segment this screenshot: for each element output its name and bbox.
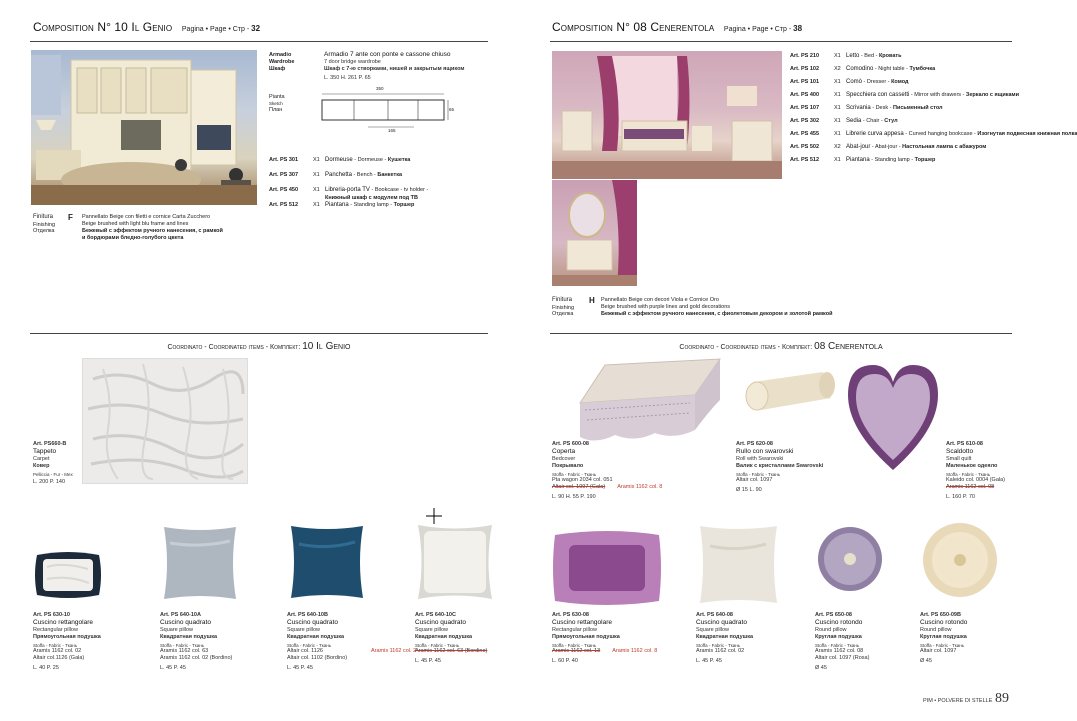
right-page-label: Pagina • Page • Стр - (723, 26, 794, 33)
right-mid-rule (550, 333, 1012, 334)
item-name-it: Librerie curva appesa (846, 131, 904, 137)
left-title: Composition N° 10 Il Genio (33, 20, 173, 34)
pillow-rect-08-photo (551, 527, 663, 609)
item-row (790, 118, 898, 126)
product-tile (920, 612, 967, 665)
fabric-line-1: Altair col. 1097 (920, 648, 957, 655)
item-name-ru: Банкетка (377, 172, 402, 178)
item-desc: Sedia - Chair - Стул (846, 118, 898, 124)
fabric-header: Stoffa - Fabric - Ткань (552, 642, 597, 648)
item-name-ru: Кушетка (387, 157, 411, 163)
item-row (269, 172, 402, 180)
product-name-it: Scaldotto (946, 447, 974, 455)
fabric-header: Stoffa - Fabric - Ткань (415, 642, 460, 648)
item-name-it: Comò (846, 79, 863, 85)
product-name-it: Coperta (552, 447, 576, 455)
pillow-square-10a-photo (160, 523, 240, 603)
product-code: Art. PS 650-08 (815, 612, 852, 618)
product-name-en: Square pillow (160, 627, 194, 633)
item-name-en: Standing lamp (353, 202, 389, 208)
left-finish-labels: Finitura Finishing Отделка (33, 214, 56, 235)
product-dims: L. 90 H. 55 P. 190 (552, 494, 596, 501)
fabric-line-1: Pta wagon 2034 col. 051 (552, 477, 613, 484)
item-name-ru: Тумбочка (909, 66, 936, 72)
product-name-en: Square pillow (415, 627, 449, 633)
product-name-it: Cuscino rettangolare (33, 618, 93, 626)
fabric-correction: Aramis 1162 col. 8 (617, 484, 663, 491)
product-dims: L. 45 P. 45 (415, 658, 441, 665)
item-name-it: Scrivania (846, 105, 871, 111)
cenerentola-vanity-photo (552, 180, 637, 286)
carpet-info: Art. PS660-B Tappeto Carpet Ковер Pelliccia - Fur - Мех L. 200 P. 140 (33, 441, 73, 486)
plan-dim-inner: 165 (388, 128, 396, 133)
fabric-header: Stoffa - Fabric - Ткань (696, 642, 741, 648)
fabric-correction: Aramis 1162 col. 2 (371, 648, 417, 655)
small-quilt-photo (843, 360, 943, 475)
product-name-ru: Прямоугольная подушка (552, 633, 620, 640)
item-name-it: Dormeuse (325, 157, 353, 163)
footer-brand: PIM • POLVERE DI STELLE (923, 698, 993, 704)
left-coord-title: Coordinato - Coordinated items - Комплект: 10 Il Genio (167, 341, 351, 352)
product-name-ru: Круглая подушка (815, 633, 862, 640)
product-tile (160, 612, 232, 672)
fabric-line-1: Kaleido col. 0004 (Gala) (946, 477, 1006, 484)
item-qty: X1 (834, 79, 841, 85)
product-name-ru: Круглая подушка (920, 633, 967, 640)
il-genio-room-photo (31, 50, 257, 205)
left-page-ref: 32 (251, 24, 261, 33)
item-code: Art. PS 512 (790, 157, 820, 163)
cenerentola-room-photo (552, 51, 782, 179)
item-name-ru: Изогнутая подвесная книжная полка (977, 131, 1077, 137)
left-finish-desc: Pannellato Beige con filetti e cornice Carta Zucchero Beige brushed with light blu frame and lines Бежевый с эффектом ручного нанесения, с рамкой и бордюрами бледно-голубого цвета (82, 214, 223, 241)
item-name-ru: Книжный шкаф с модулем под ТВ (325, 194, 419, 201)
item-name-ru: Кровать (878, 53, 902, 59)
item-name-en: Desk (875, 105, 889, 111)
item-name-it: Comodino (846, 66, 874, 72)
item-code: Art. PS 450 (269, 187, 299, 193)
pillow-square-08-photo (696, 522, 781, 607)
item-row (790, 157, 935, 165)
product-code: Art. PS 650-09B (920, 612, 961, 618)
pillow-square-10c-photo (415, 522, 495, 602)
item-name-en: Dormeuse (357, 157, 383, 163)
right-finish-desc: Pannellato Beige con decori Viola e Cornice Oro Beige brushed with purple lines and gold decorations Бежевый с эффектом ручного нанесения, с фиолетовым декором и золотой рамкой (601, 297, 833, 317)
item-desc: Abat-jour - Abat-jour - Настольная лампа с абажуром (846, 144, 987, 150)
fabric-line-2: Aramis 1162 col. 02 (Bordino) (160, 655, 233, 662)
item-code: Art. PS 210 (790, 53, 820, 59)
fabric-line-1: Aramis 1162 col. 13 Aramis 1162 col. 8 (552, 648, 658, 655)
item-desc: Libreria-porta TV - Bookcase - tv holder - Книжный шкаф с модулем под ТВ (325, 187, 429, 201)
item-desc: Dormeuse - Dormeuse - Кушетка (325, 157, 411, 163)
wardrobe-labels: Armadio Wardrobe Шкаф (269, 52, 295, 72)
product-tile (552, 441, 662, 501)
right-page-ref: 38 (793, 24, 803, 33)
right-header-rule (550, 41, 1012, 42)
fabric-header: Stoffa - Fabric - Ткань (33, 642, 78, 648)
product-name-ru: Квадратная подушка (696, 633, 754, 640)
product-name-ru: Квадратная подушка (287, 633, 345, 640)
item-row (790, 144, 986, 152)
footer-page-number: 89 (995, 691, 1009, 706)
crosshair-icon (426, 508, 442, 524)
product-tile (736, 441, 823, 494)
product-name-ru: Покрывало (552, 462, 584, 469)
item-desc: Comò - Dresser - Комод (846, 79, 909, 85)
item-qty: X1 (834, 92, 841, 98)
product-code: Art. PS 620-08 (736, 441, 773, 447)
item-code: Art. PS 502 (790, 144, 820, 150)
product-name-ru: Квадратная подушка (415, 633, 473, 640)
right-finish-code: H (589, 296, 595, 305)
plan-dim-depth: 65 (449, 107, 455, 112)
item-row (269, 202, 414, 210)
item-desc: Comodino - Night table - Тумбочка (846, 66, 936, 72)
product-name-ru: Маленькое одеяло (946, 462, 998, 469)
item-name-en: Curved hanging bookcase (908, 131, 973, 137)
fabric-line-2: Aramis 1162 col. 08 (946, 484, 995, 491)
item-desc: Letto - Bed - Кровать (846, 53, 902, 59)
product-name-ru: Валик с кристаллами Swarovski (736, 462, 824, 469)
product-tile (371, 612, 488, 665)
item-name-en: Bookcase - tv holder (374, 187, 425, 193)
product-name-en: Rectangular pillow (552, 627, 597, 633)
product-code: Art. PS 640-08 (696, 612, 733, 618)
pillow-round-08-photo (815, 524, 885, 594)
item-name-ru: Зеркало с ящиками (965, 92, 1019, 98)
product-dims: L. 60 P. 40 (552, 658, 578, 665)
item-name-it: Libreria-porta TV (325, 187, 370, 193)
product-name-ru: Прямоугольная подушка (33, 633, 101, 640)
product-code: Art. PS 640-10A (160, 612, 201, 618)
product-name-ru: Квадратная подушка (160, 633, 218, 640)
fabric-header: Stoffa - Fabric - Ткань (946, 471, 991, 477)
pillow-rect-10-photo (33, 547, 103, 602)
item-qty: X1 (834, 53, 841, 59)
item-code: Art. PS 107 (790, 105, 820, 111)
item-name-it: Piantana (325, 202, 349, 208)
item-qty: X1 (313, 202, 320, 208)
item-name-ru: Торшер (914, 157, 936, 163)
item-qty: X1 (313, 172, 320, 178)
product-dims: Ø 15 L. 90 (736, 487, 762, 494)
item-code: Art. PS 307 (269, 172, 299, 178)
item-row (790, 105, 943, 113)
product-code: Art. PS 610-08 (946, 441, 983, 447)
item-qty: X1 (834, 105, 841, 111)
product-name-en: Rectangular pillow (33, 627, 78, 633)
item-name-ru: Настольная лампа с абажуром (902, 144, 987, 150)
product-code: Art. PS 630-08 (552, 612, 589, 618)
product-name-it: Cuscino quadrato (696, 618, 747, 626)
fabric-line-1: Aramis 1162 col. 63 (160, 648, 209, 655)
item-code: Art. PS 102 (790, 66, 820, 72)
item-desc: Librerie curva appesa - Curved hanging bookcase - Изогнутая подвесная книжная полка (846, 131, 1077, 137)
product-name-en: Square pillow (287, 627, 321, 633)
left-mid-rule (30, 333, 488, 334)
item-code: Art. PS 512 (269, 202, 299, 208)
left-page-label: Pagina • Page • Стр - (181, 26, 252, 33)
fabric-header: Stoffa - Fabric - Ткань (815, 642, 860, 648)
product-code: Art. PS 640-10C (415, 612, 456, 618)
item-row (790, 92, 1019, 100)
fabric-header: Stoffa - Fabric - Ткань (160, 642, 205, 648)
product-dims: L. 40 P. 25 (33, 665, 59, 672)
wardrobe-description: Armadio 7 ante con ponte e cassone chiuso 7 door bridge wardrobe Шкаф с 7-ю створками, нишей и закрытым ящиком L. 350 H. 261 P. 65 (324, 51, 465, 81)
item-row (790, 79, 908, 87)
item-name-en: Standing lamp (874, 157, 910, 163)
item-qty: X1 (834, 131, 841, 137)
item-name-en: Abat-jour (874, 144, 898, 150)
item-desc: Scrivania - Desk - Письменный стол (846, 105, 943, 111)
wardrobe-plan-sketch (318, 86, 458, 135)
fabric-header: Stoffa - Fabric - Ткань (287, 642, 332, 648)
item-code: Art. PS 400 (790, 92, 820, 98)
item-desc: Piantana - Standing lamp - Торшер (325, 202, 415, 208)
fabric-line-2: Altair col. 1097 (Rosa) (815, 655, 870, 662)
product-dims: L. 45 P. 45 (160, 665, 186, 672)
fabric-line-2: Altair col. 1097 (Gala) Aramis 1162 col. 8 (552, 484, 663, 491)
pillow-round-09b-photo (920, 520, 1000, 600)
item-code: Art. PS 455 (790, 131, 820, 137)
item-name-ru: Стул (884, 118, 898, 124)
product-tile (287, 612, 347, 672)
product-tile (33, 612, 101, 672)
product-dims: L. 45 P. 45 (287, 665, 313, 672)
item-qty: X1 (313, 157, 320, 163)
item-code: Art. PS 101 (790, 79, 820, 85)
item-name-en: Dresser (866, 79, 887, 85)
product-name-it: Cuscino quadrato (287, 618, 338, 626)
item-name-en: Night table (878, 66, 905, 72)
item-desc: Specchiera con cassetti - Mirror with drawers - Зеркало с ящиками (846, 92, 1019, 98)
product-dims: Ø 45 (815, 665, 827, 672)
item-qty: X2 (834, 144, 841, 150)
fabric-correction: Aramis 1162 col. 8 (612, 648, 658, 655)
plan-labels: Pianta Sketch План (269, 94, 285, 113)
fabric-line-1: Aramis 1162 col. 08 (815, 648, 864, 655)
product-name-it: Cuscino rettangolare (552, 618, 612, 626)
item-name-it: Sedia (846, 118, 862, 124)
item-name-ru: Торшер (393, 202, 415, 208)
item-row (790, 53, 901, 61)
fabric-line-1: Altair col. 1097 (736, 477, 773, 484)
fabric-line-1: Aramis 1162 col. 02 (33, 648, 82, 655)
item-name-it: Specchiera con cassetti (846, 92, 910, 98)
product-dims: Ø 45 (920, 658, 932, 665)
item-qty: X1 (313, 187, 320, 193)
item-name-en: Mirror with drawers (914, 92, 962, 98)
right-finish-labels: Finitura Finishing Отделка (552, 297, 575, 318)
product-code: Art. PS 600-08 (552, 441, 589, 447)
item-desc: Piantana - Standing lamp - Торшер (846, 157, 936, 163)
product-code: Art. PS 630-10 (33, 612, 70, 618)
product-name-it: Rullo con swarovski (736, 447, 794, 455)
product-name-it: Cuscino rotondo (920, 618, 968, 626)
fabric-line-1: Altair col. 1126 (287, 648, 323, 655)
left-header (33, 20, 488, 35)
product-tile (696, 612, 753, 665)
product-name-it: Cuscino quadrato (160, 618, 211, 626)
carpet-photo (82, 358, 248, 484)
fabric-header: Stoffa - Fabric - Ткань (552, 471, 597, 477)
product-name-en: Square pillow (696, 627, 730, 633)
product-name-en: Round pillow (815, 627, 847, 633)
item-name-ru: Письменный стол (893, 105, 943, 111)
product-tile (552, 612, 657, 665)
item-row (790, 66, 935, 74)
roll-pillow-photo (735, 368, 835, 428)
fabric-header: Stoffa - Fabric - Ткань (920, 642, 965, 648)
right-title: Composition N° 08 Cenerentola (552, 20, 715, 34)
product-dims: L. 160 P. 70 (946, 494, 975, 501)
item-qty: X2 (834, 66, 841, 72)
item-row (790, 131, 1077, 139)
item-qty: X1 (834, 118, 841, 124)
product-name-en: Small quilt (946, 456, 972, 462)
fabric-line-2: Altair col. 1102 (Bordino) (287, 655, 348, 662)
pillow-square-10b-photo (287, 522, 367, 602)
product-name-en: Round pillow (920, 627, 952, 633)
plan-dim-width: 350 (376, 86, 384, 91)
item-qty: X1 (834, 157, 841, 163)
item-name-it: Letto (846, 53, 860, 59)
item-desc: Panchetta - Bench - Банкетка (325, 172, 402, 178)
product-tile (946, 441, 1005, 501)
item-name-it: Abat-jour (846, 144, 871, 150)
fabric-line-1: Aramis 1162 col. 02 (696, 648, 745, 655)
item-name-en: Bench (356, 172, 373, 178)
product-tile (815, 612, 869, 672)
item-name-it: Piantana (846, 157, 870, 163)
right-coord-title: Coordinato - Coordinated items - Комплект: 08 Cenerentola (679, 341, 883, 352)
right-header (552, 20, 1007, 35)
item-name-ru: Комод (891, 79, 909, 85)
fabric-line-2: Aramis 1162 col. 2 Aramis 1162 col. 63 (Bordino) (371, 648, 488, 655)
item-name-en: Chair (866, 118, 880, 124)
product-name-en: Bedcover (552, 456, 576, 462)
fabric-line-2: Altair col.1126 (Gala) (33, 655, 85, 662)
product-name-it: Cuscino rotondo (815, 618, 863, 626)
item-row (269, 157, 410, 165)
product-name-it: Cuscino quadrato (415, 618, 466, 626)
fabric-header: Stoffa - Fabric - Ткань (736, 471, 781, 477)
item-row (269, 187, 428, 201)
item-name-en: Bed (864, 53, 875, 59)
left-header-rule (30, 41, 488, 42)
product-code: Art. PS 640-10B (287, 612, 328, 618)
item-code: Art. PS 302 (790, 118, 820, 124)
product-name-en: Roll with Swarovski (736, 456, 784, 462)
left-finish-code: F (68, 213, 73, 222)
item-code: Art. PS 301 (269, 157, 299, 163)
item-name-it: Panchetta (325, 172, 353, 178)
product-dims: L. 45 P. 45 (696, 658, 722, 665)
